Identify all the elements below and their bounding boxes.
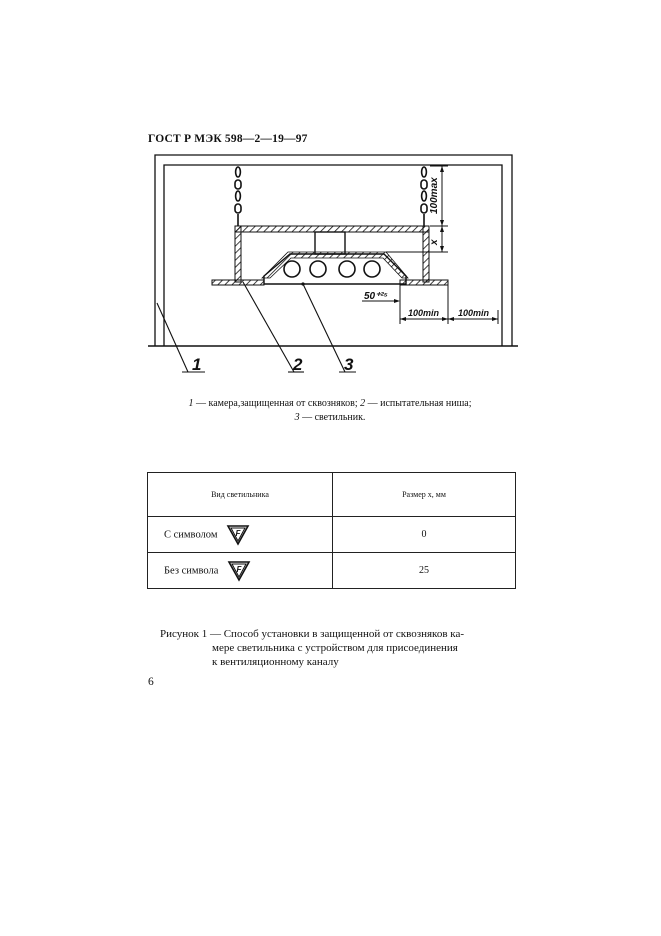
caption-line-3: к вентиляционному каналу [212,656,339,668]
row-value: 25 [333,553,516,589]
row-value: 0 [333,517,516,553]
page-number: 6 [148,676,154,688]
dim-min-right: 100min [458,308,490,318]
col-header-type: Вид светильника [148,473,333,517]
legend-text-2: — испытательная ниша; [365,398,472,409]
symbol-table [147,472,516,589]
table-header-row [148,473,516,517]
right-chain [421,167,427,226]
svg-text:F: F [235,528,241,538]
row-label: С символом [164,529,218,540]
table-row [148,553,516,589]
row-label: Без символа [164,565,219,576]
figure-legend [150,397,510,425]
svg-text:F: F [236,564,242,574]
legend-num-1: 1 [188,398,194,409]
dim-x-label: x [429,239,440,245]
luminaire [262,232,408,284]
caption-line-2: мере светильника с устройством для присоединения [212,642,458,654]
dim-tolerance: 50⁺²⁵ [364,291,388,302]
f-symbol-icon [227,560,251,582]
dim-top-gap: 100max [429,177,440,214]
legend-num-3: 3 [294,412,300,423]
dimension-arrows [394,166,498,321]
figure-caption [160,627,520,669]
legend-text-3: — светильник. [299,412,366,423]
document-header: ГОСТ Р МЭК 598—2—19—97 [148,133,308,145]
callout-2: 2 [293,355,303,374]
caption-line-1: Рисунок 1 — Способ установки в защищенной от сквозняков ка- [160,628,465,640]
col-header-size: Размер x, мм [333,473,516,517]
legend-num-2: 2 [360,398,366,409]
installation-drawing [0,0,661,400]
left-chain [235,167,241,226]
leader-lines [157,282,356,372]
table-row [148,517,516,553]
callout-1: 1 [192,355,202,374]
dim-min-left: 100min [408,308,440,318]
legend-text-1: — камера,защищенная от сквозняков; [193,398,361,409]
callout-3: 3 [344,355,354,374]
f-symbol-icon [226,524,250,546]
